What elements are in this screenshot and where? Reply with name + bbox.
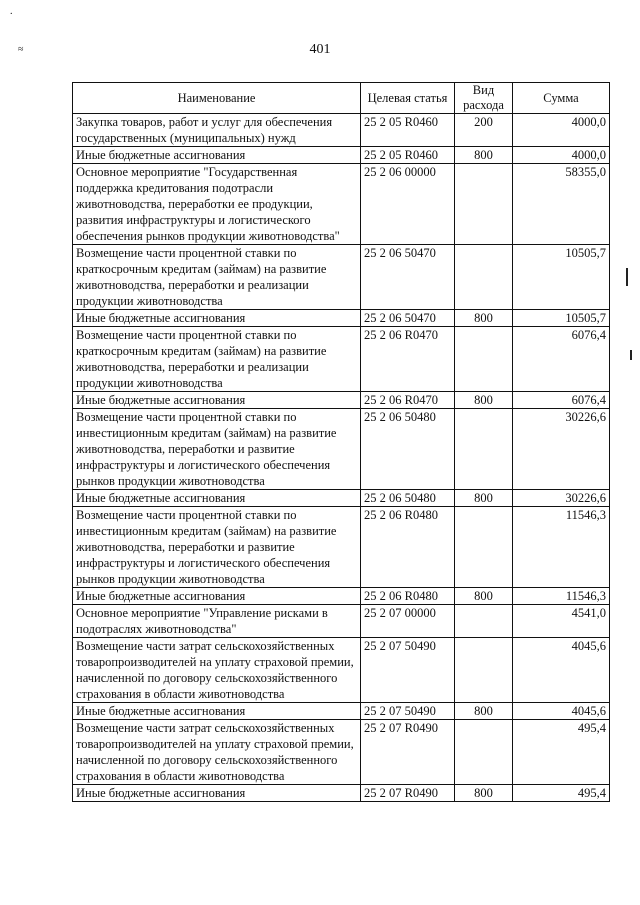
table-row	[73, 785, 610, 802]
table-row	[73, 720, 610, 785]
table-header-row	[73, 83, 610, 114]
cell-vid	[455, 164, 513, 245]
cell-code: 25 2 06 R0470	[361, 327, 455, 392]
header-type: Вид расхода	[455, 83, 513, 114]
scan-edge-mark	[626, 268, 628, 286]
cell-code: 25 2 05 R0460	[361, 114, 455, 147]
table-row	[73, 638, 610, 703]
cell-name: Возмещение части процентной ставки по инвестиционным кредитам (займам) на развитие животноводства, переработки и развитие инфраструктуры и логистического обеспечения рынков продукции животноводства	[73, 507, 361, 588]
cell-sum: 30226,6	[513, 490, 610, 507]
cell-code: 25 2 06 50470	[361, 245, 455, 310]
table-row	[73, 327, 610, 392]
cell-sum: 4000,0	[513, 114, 610, 147]
cell-code: 25 2 06 50470	[361, 310, 455, 327]
cell-sum: 11546,3	[513, 588, 610, 605]
cell-name: Иные бюджетные ассигнования	[73, 588, 361, 605]
cell-name: Иные бюджетные ассигнования	[73, 785, 361, 802]
cell-code: 25 2 06 00000	[361, 164, 455, 245]
cell-code: 25 2 05 R0460	[361, 147, 455, 164]
table-row	[73, 392, 610, 409]
scan-mark-side: ≈	[18, 44, 24, 55]
cell-vid	[455, 507, 513, 588]
cell-sum: 30226,6	[513, 409, 610, 490]
cell-name: Иные бюджетные ассигнования	[73, 392, 361, 409]
cell-vid	[455, 409, 513, 490]
cell-sum: 6076,4	[513, 392, 610, 409]
header-name: Наименование	[73, 83, 361, 114]
cell-sum: 10505,7	[513, 310, 610, 327]
cell-name: Основное мероприятие "Управление рисками в подотраслях животноводства"	[73, 605, 361, 638]
cell-sum: 11546,3	[513, 507, 610, 588]
cell-name: Возмещение части процентной ставки по краткосрочным кредитам (займам) на развитие животноводства, переработки и реализации продукции животноводства	[73, 327, 361, 392]
cell-name: Возмещение части процентной ставки по инвестиционным кредитам (займам) на развитие животноводства, переработки и развитие инфраструктуры и логистического обеспечения рынков продукции животноводства	[73, 409, 361, 490]
cell-name: Возмещение части затрат сельскохозяйственных товаропроизводителей на уплату страховой премии, начисленной по договору сельскохозяйственного страхования в области животноводства	[73, 720, 361, 785]
cell-code: 25 2 06 R0480	[361, 507, 455, 588]
cell-name: Закупка товаров, работ и услуг для обеспечения государственных (муниципальных) нужд	[73, 114, 361, 147]
cell-vid: 800	[455, 785, 513, 802]
cell-sum: 6076,4	[513, 327, 610, 392]
table-row	[73, 114, 610, 147]
cell-name: Иные бюджетные ассигнования	[73, 490, 361, 507]
table-row	[73, 147, 610, 164]
header-target: Целевая статья	[361, 83, 455, 114]
cell-sum: 10505,7	[513, 245, 610, 310]
cell-vid	[455, 327, 513, 392]
table-row	[73, 310, 610, 327]
scan-mark-top: .	[10, 6, 13, 17]
cell-vid: 800	[455, 588, 513, 605]
table-row	[73, 409, 610, 490]
cell-code: 25 2 06 R0480	[361, 588, 455, 605]
table-row	[73, 507, 610, 588]
cell-name: Иные бюджетные ассигнования	[73, 703, 361, 720]
cell-name: Основное мероприятие "Государственная поддержка кредитования подотрасли животноводства, переработки ее продукции, развития инфраструктуры и логистического обеспечения рынков продукции животноводства"	[73, 164, 361, 245]
cell-code: 25 2 07 50490	[361, 638, 455, 703]
cell-sum: 4045,6	[513, 703, 610, 720]
cell-sum: 4045,6	[513, 638, 610, 703]
cell-vid	[455, 720, 513, 785]
cell-vid: 800	[455, 147, 513, 164]
cell-vid: 200	[455, 114, 513, 147]
cell-vid: 800	[455, 392, 513, 409]
header-sum: Сумма	[513, 83, 610, 114]
cell-code: 25 2 06 R0470	[361, 392, 455, 409]
cell-vid	[455, 638, 513, 703]
cell-sum: 495,4	[513, 785, 610, 802]
cell-name: Возмещение части затрат сельскохозяйственных товаропроизводителей на уплату страховой премии, начисленной по договору сельскохозяйственного страхования в области животноводства	[73, 638, 361, 703]
cell-sum: 58355,0	[513, 164, 610, 245]
table-row	[73, 605, 610, 638]
cell-name: Иные бюджетные ассигнования	[73, 147, 361, 164]
cell-vid: 800	[455, 703, 513, 720]
cell-code: 25 2 07 R0490	[361, 720, 455, 785]
cell-code: 25 2 07 50490	[361, 703, 455, 720]
table-row	[73, 164, 610, 245]
cell-name: Возмещение части процентной ставки по краткосрочным кредитам (займам) на развитие животноводства, переработки и реализации продукции животноводства	[73, 245, 361, 310]
table-row	[73, 588, 610, 605]
table-row	[73, 245, 610, 310]
table-row	[73, 703, 610, 720]
cell-code: 25 2 06 50480	[361, 409, 455, 490]
page-number: 401	[309, 42, 331, 57]
cell-name: Иные бюджетные ассигнования	[73, 310, 361, 327]
cell-code: 25 2 07 00000	[361, 605, 455, 638]
cell-vid	[455, 605, 513, 638]
cell-sum: 4000,0	[513, 147, 610, 164]
cell-vid	[455, 245, 513, 310]
cell-sum: 4541,0	[513, 605, 610, 638]
cell-vid: 800	[455, 310, 513, 327]
cell-code: 25 2 06 50480	[361, 490, 455, 507]
scan-edge-mark	[630, 350, 632, 360]
cell-code: 25 2 07 R0490	[361, 785, 455, 802]
table-row	[73, 490, 610, 507]
cell-sum: 495,4	[513, 720, 610, 785]
budget-table	[72, 82, 610, 802]
cell-vid: 800	[455, 490, 513, 507]
